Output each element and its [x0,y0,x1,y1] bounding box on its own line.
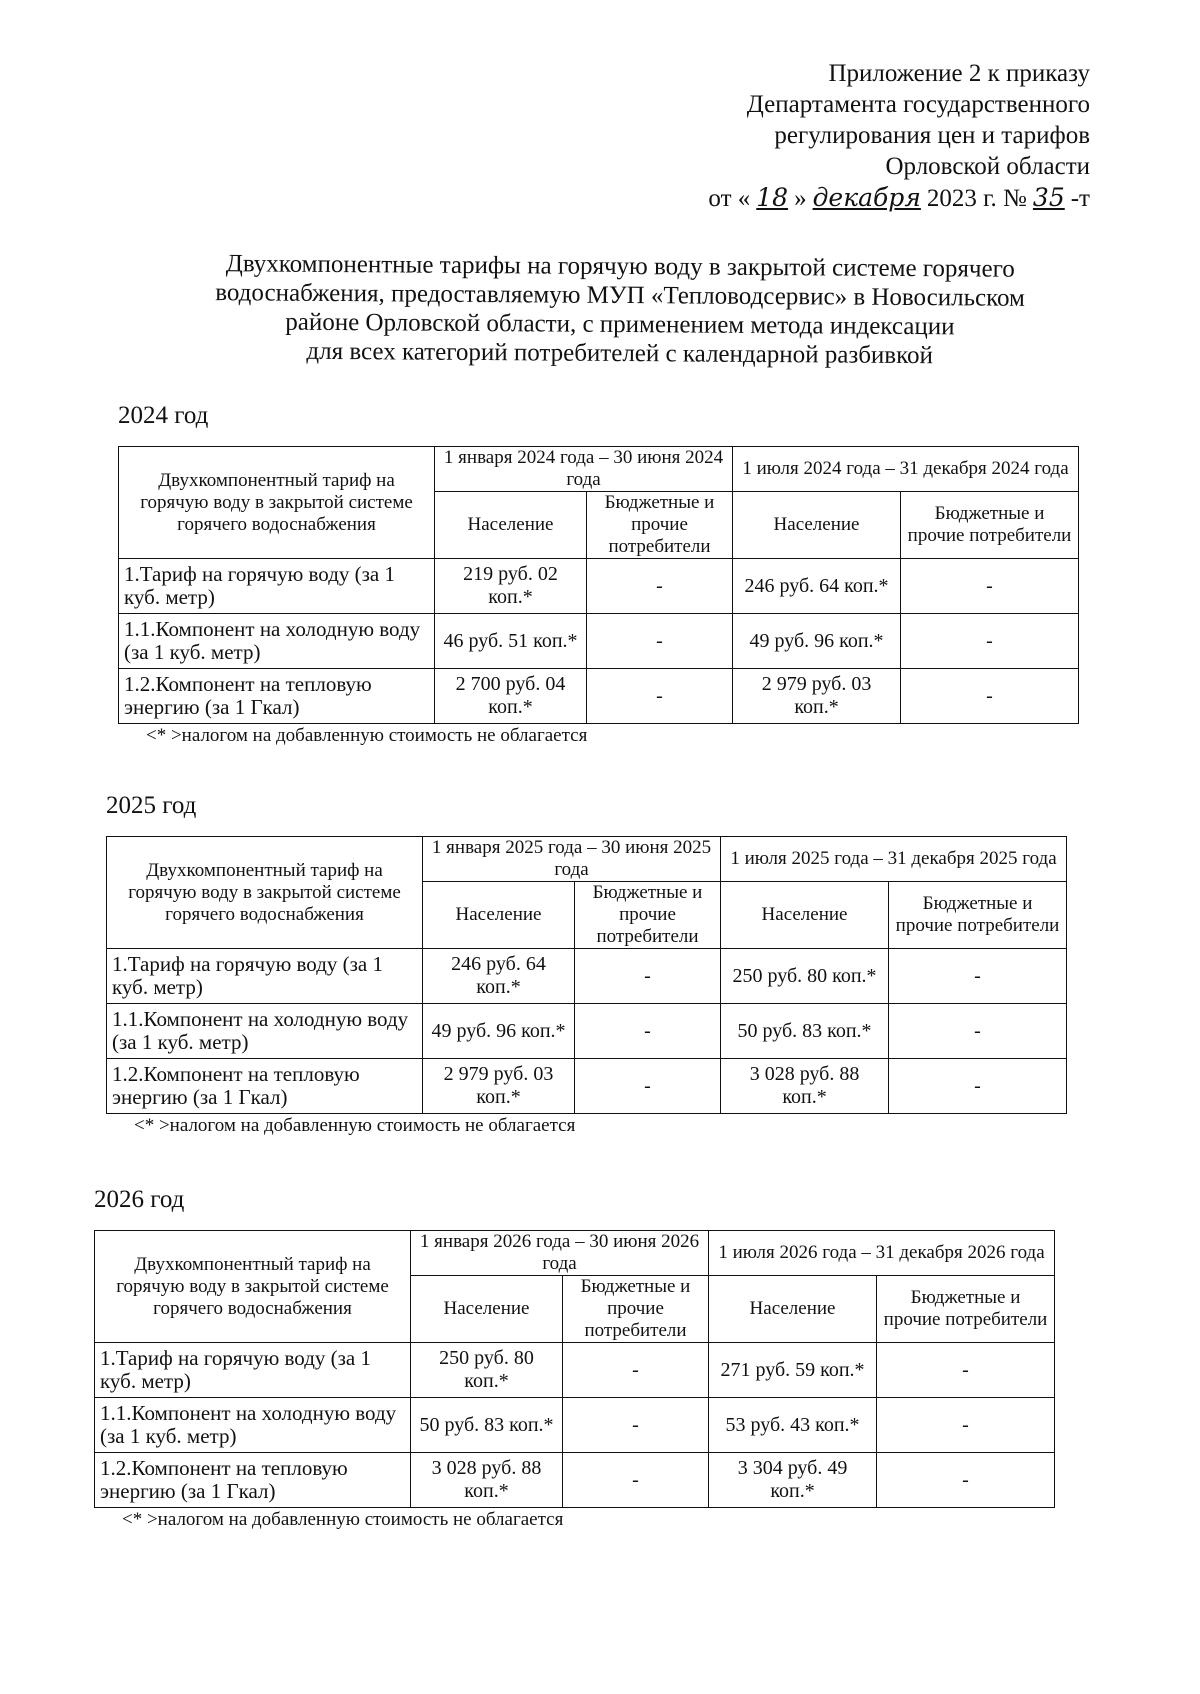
col-other-consumers: Бюджетные и прочие потребители [901,492,1079,559]
cell-value: - [901,614,1079,669]
cell-value: 3 304 руб. 49 коп.* [709,1453,877,1508]
table-row [119,614,1079,669]
row-label: 1.2.Компонент на тепловую энергию (за 1 Гкал) [119,669,435,724]
cell-value: - [563,1343,709,1398]
cell-value: - [877,1343,1055,1398]
table-header-period-1: 1 января 2024 года – 30 июня 2024 года [435,447,733,492]
table-header-period-2: 1 июля 2026 года – 31 декабря 2026 года [709,1231,1055,1276]
title-line: водоснабжения, предоставляемую МУП «Тепловодсервис» в Новосильском [215,279,1025,312]
row-label: 1.1.Компонент на холодную воду (за 1 куб. метр) [107,1004,423,1059]
section-year: 2024 год [118,402,209,429]
row-label: 1.2.Компонент на тепловую энергию (за 1 Гкал) [107,1059,423,1114]
col-population: Население [709,1276,877,1343]
cell-value: - [901,669,1079,724]
title-line: Двухкомпонентные тарифы на горячую воду в закрытой системе горячего [225,250,1015,283]
table-row [119,559,1079,614]
row-label: 1.1.Компонент на холодную воду (за 1 куб. метр) [119,614,435,669]
cell-value: - [877,1398,1055,1453]
table-row [119,669,1079,724]
section-year: 2025 год [106,792,197,819]
cell-value: - [575,1004,721,1059]
col-other-consumers: Бюджетные и прочие потребители [587,492,733,559]
vat-footnote: <* >налогом на добавленную стоимость не облагается [134,1115,576,1136]
tariff-table [106,836,1067,1114]
cell-value: 2 979 руб. 03 коп.* [423,1059,575,1114]
col-population: Население [435,492,587,559]
table-row [95,1398,1055,1453]
cell-value: - [901,559,1079,614]
cell-value: 250 руб. 80 коп.* [721,949,889,1004]
col-other-consumers: Бюджетные и прочие потребители [563,1276,709,1343]
cell-value: - [587,669,733,724]
col-population: Население [733,492,901,559]
table-header-period-1: 1 января 2026 года – 30 июня 2026 года [411,1231,709,1276]
tariff-section-2024 [118,402,1079,747]
cell-value: - [575,1059,721,1114]
vat-footnote: <* >налогом на добавленную стоимость не облагается [146,725,588,746]
row-label: 1.Тариф на горячую воду (за 1 куб. метр) [95,1343,411,1398]
cell-value: 50 руб. 83 коп.* [411,1398,563,1453]
cell-value: - [889,1059,1067,1114]
cell-value: 246 руб. 64 коп.* [733,559,901,614]
cell-value: 2 700 руб. 04 коп.* [435,669,587,724]
appendix-block [708,58,1090,214]
section-year: 2026 год [94,1186,185,1213]
appendix-line: Приложение 2 к приказу [828,60,1090,87]
table-header-tariff: Двухкомпонентный тариф на горячую воду в закрытой системе горячего водоснабжения [119,447,435,559]
date-prefix: от « [708,185,751,212]
row-label: 1.Тариф на горячую воду (за 1 куб. метр) [107,949,423,1004]
number-suffix: -т [1070,185,1090,212]
cell-value: - [587,614,733,669]
cell-value: 271 руб. 59 коп.* [709,1343,877,1398]
table-header-period-1: 1 января 2025 года – 30 июня 2025 года [423,837,721,882]
date-year: 2023 г. № [926,185,1027,212]
col-population: Население [721,882,889,949]
row-label: 1.Тариф на горячую воду (за 1 куб. метр) [119,559,435,614]
cell-value: - [889,1004,1067,1059]
title-line: для всех категорий потребителей с календарной разбивкой [306,337,934,370]
cell-value: 50 руб. 83 коп.* [721,1004,889,1059]
tariff-section-2026 [94,1186,1055,1531]
table-header-tariff: Двухкомпонентный тариф на горячую воду в закрытой системе горячего водоснабжения [95,1231,411,1343]
appendix-line: Орловской области [885,153,1090,180]
handwritten-month: декабря [812,183,921,212]
order-date-line [708,182,1090,214]
cell-value: 246 руб. 64 коп.* [423,949,575,1004]
col-other-consumers: Бюджетные и прочие потребители [889,882,1067,949]
tariff-section-2025 [106,792,1067,1137]
table-row [107,949,1067,1004]
table-row [95,1343,1055,1398]
cell-value: - [563,1398,709,1453]
table-header-tariff: Двухкомпонентный тариф на горячую воду в закрытой системе горячего водоснабжения [107,837,423,949]
cell-value: 3 028 руб. 88 коп.* [721,1059,889,1114]
table-row [107,1004,1067,1059]
tariff-table [94,1230,1055,1508]
tariff-table [118,446,1079,724]
cell-value: 53 руб. 43 коп.* [709,1398,877,1453]
col-other-consumers: Бюджетные и прочие потребители [877,1276,1055,1343]
cell-value: 219 руб. 02 коп.* [435,559,587,614]
row-label: 1.1.Компонент на холодную воду (за 1 куб. метр) [95,1398,411,1453]
cell-value: - [587,559,733,614]
table-row [95,1453,1055,1508]
table-row [107,1059,1067,1114]
cell-value: 2 979 руб. 03 коп.* [733,669,901,724]
cell-value: 46 руб. 51 коп.* [435,614,587,669]
date-mid: » [794,185,807,212]
cell-value: 49 руб. 96 коп.* [423,1004,575,1059]
cell-value: - [889,949,1067,1004]
document-title [150,249,1091,372]
vat-footnote: <* >налогом на добавленную стоимость не облагается [122,1509,564,1530]
cell-value: - [877,1453,1055,1508]
appendix-line: регулирования цен и тарифов [774,122,1090,149]
col-population: Население [423,882,575,949]
title-line: районе Орловской области, с применением метода индексации [285,308,955,341]
table-header-period-2: 1 июля 2025 года – 31 декабря 2025 года [721,837,1067,882]
col-population: Население [411,1276,563,1343]
table-header-period-2: 1 июля 2024 года – 31 декабря 2024 года [733,447,1079,492]
cell-value: - [563,1453,709,1508]
appendix-line: Департамента государственного [746,91,1090,118]
row-label: 1.2.Компонент на тепловую энергию (за 1 Гкал) [95,1453,411,1508]
handwritten-number: 35 [1032,183,1065,212]
handwritten-day: 18 [756,183,789,212]
cell-value: 3 028 руб. 88 коп.* [411,1453,563,1508]
cell-value: - [575,949,721,1004]
cell-value: 250 руб. 80 коп.* [411,1343,563,1398]
cell-value: 49 руб. 96 коп.* [733,614,901,669]
col-other-consumers: Бюджетные и прочие потребители [575,882,721,949]
